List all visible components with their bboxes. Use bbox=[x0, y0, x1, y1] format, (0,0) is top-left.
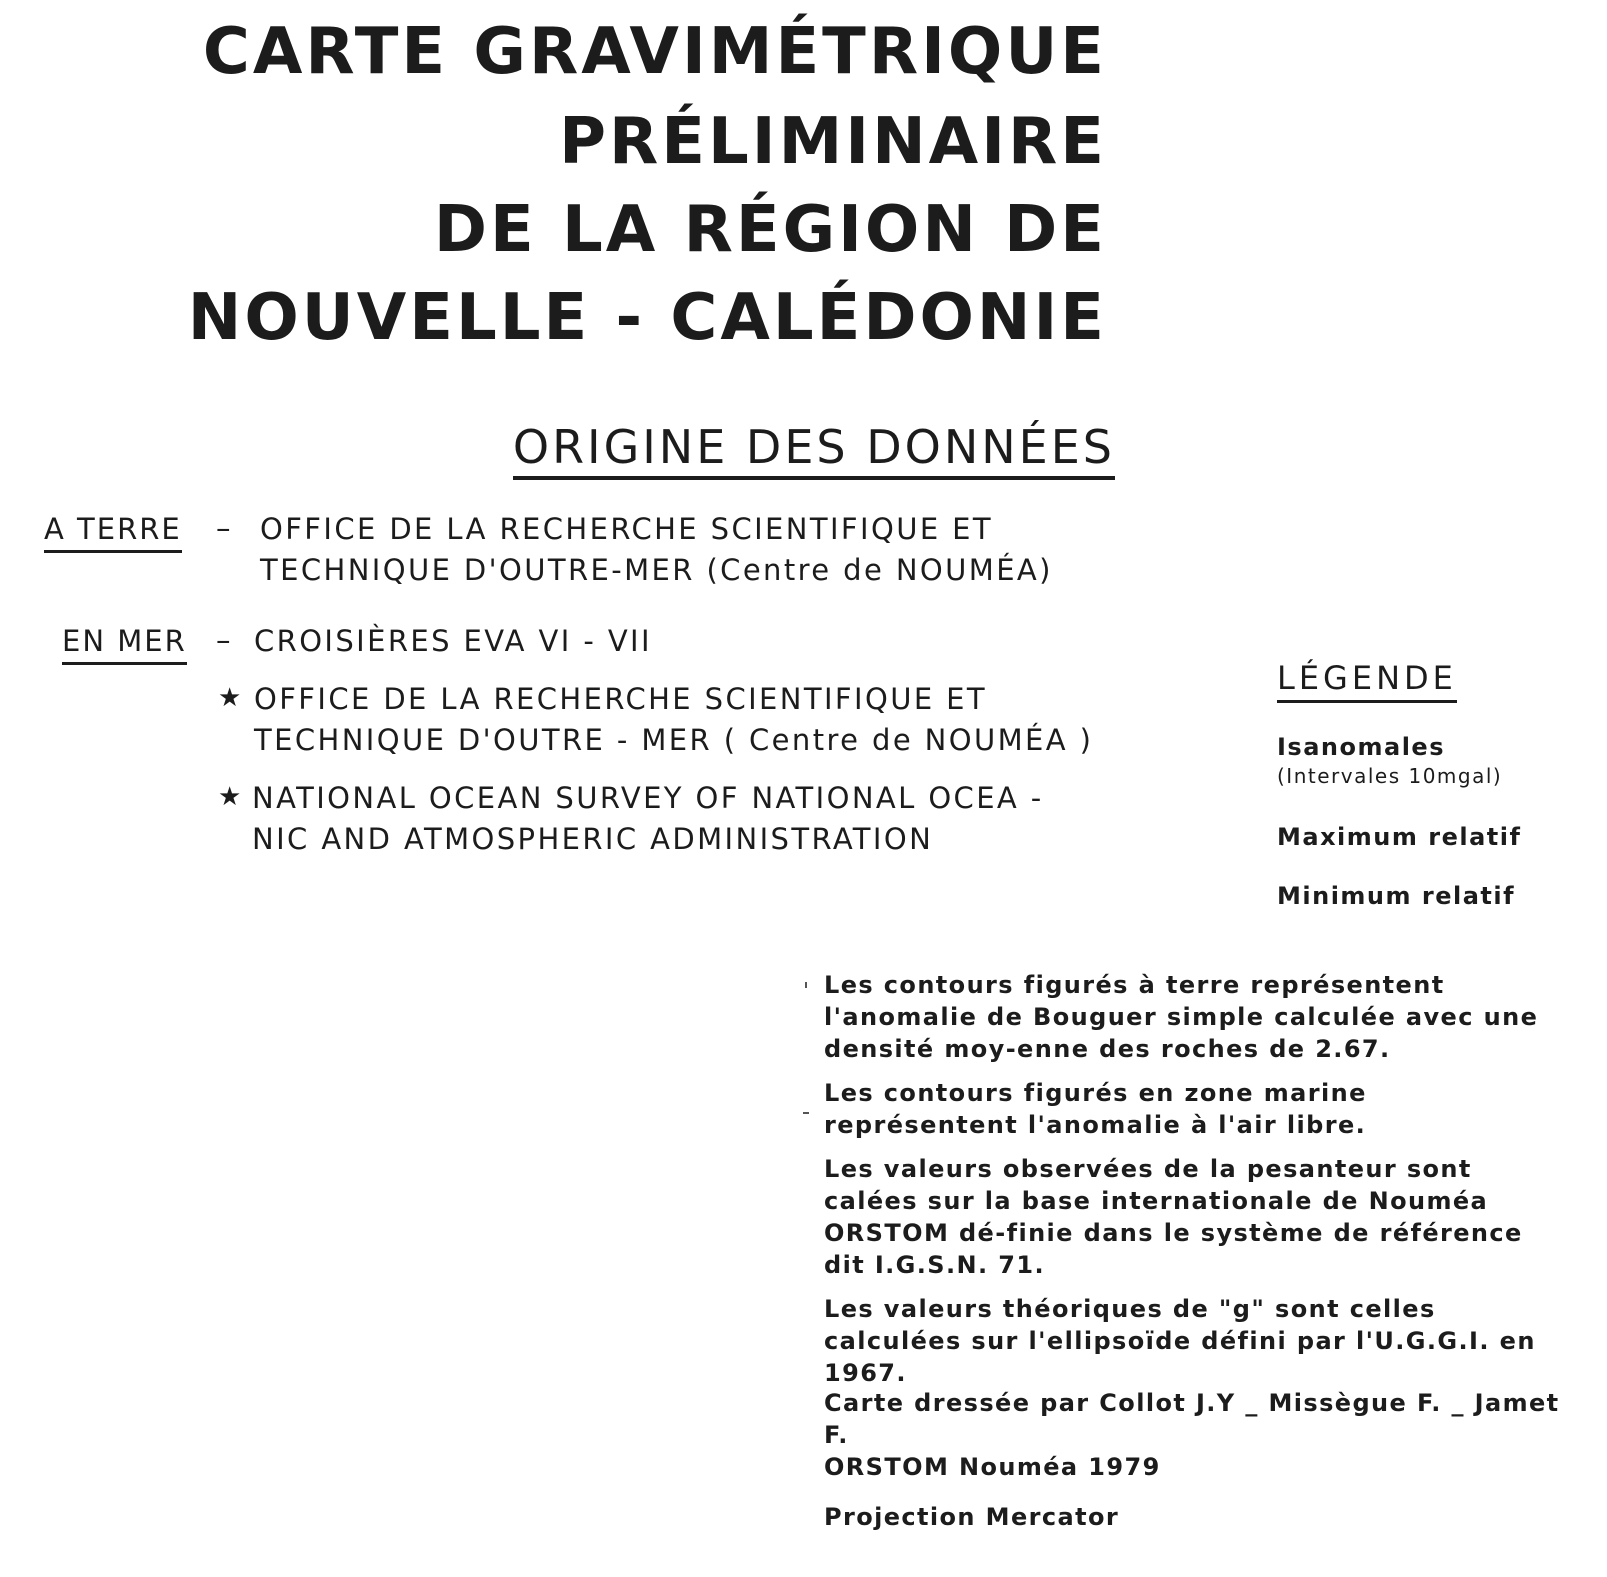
note-bouguer: Les contours figurés à terre représentent l'anomalie de Bouguer simple calculée avec une densité moy-enne des roches de 2.67. bbox=[824, 971, 1539, 1063]
note-air-libre: Les contours figurés en zone marine représentent l'anomalie à l'air libre. bbox=[824, 1079, 1367, 1139]
origine-heading: ORIGINE DES DONNÉES bbox=[513, 424, 1115, 480]
en-mer-item-1-line-2: TECHNIQUE D'OUTRE - MER ( Centre de NOUMÉA ) bbox=[254, 723, 1094, 757]
note-valeurs-theoriques: Les valeurs théoriques de "g" sont celles calculées sur l'ellipsoïde défini par l'U.G.G.I. en 1967. bbox=[824, 1295, 1536, 1387]
note-pesanteur: Les valeurs observées de la pesanteur sont calées sur la base internationale de Nouméa ORSTOM dé-finie dans le système de référence dit I.G.S.N. 71. bbox=[824, 1155, 1523, 1279]
legend-minimum: Minimum relatif bbox=[1277, 882, 1516, 910]
a-terre-label: A TERRE bbox=[44, 515, 182, 553]
credits-authors: Carte dressée par Collot J.Y _ Missègue F. _ Jamet F. bbox=[824, 1389, 1560, 1449]
map-title-line-4: NOUVELLE - CALÉDONIE bbox=[187, 281, 1107, 355]
map-title-line-2: PRÉLIMINAIRE bbox=[559, 105, 1107, 179]
a-terre-dash: – bbox=[216, 511, 231, 545]
legend-isanomales: Isanomales bbox=[1277, 733, 1445, 761]
legend-title: LÉGENDE bbox=[1277, 662, 1457, 703]
legend-intervales: (Intervales 10mgal) bbox=[1277, 764, 1503, 788]
en-mer-line: CROISIÈRES EVA VI - VII bbox=[254, 624, 652, 658]
note-tick bbox=[803, 1112, 809, 1114]
notes-block bbox=[824, 969, 1564, 1401]
credits-block bbox=[824, 1387, 1564, 1483]
en-mer-item-1-line-1: OFFICE DE LA RECHERCHE SCIENTIFIQUE ET bbox=[254, 682, 987, 716]
credits-orstom: ORSTOM Nouméa 1979 bbox=[824, 1453, 1161, 1481]
en-mer-item-2-line-2: NIC AND ATMOSPHERIC ADMINISTRATION bbox=[252, 822, 934, 856]
en-mer-dash: – bbox=[216, 623, 231, 657]
a-terre-line-1: OFFICE DE LA RECHERCHE SCIENTIFIQUE ET bbox=[260, 512, 993, 546]
map-title-line-1: CARTE GRAVIMÉTRIQUE bbox=[202, 15, 1107, 89]
en-mer-item-2-line-1: NATIONAL OCEAN SURVEY OF NATIONAL OCEA - bbox=[252, 781, 1044, 815]
star-icon: ★ bbox=[218, 782, 242, 812]
legend-maximum: Maximum relatif bbox=[1277, 823, 1522, 851]
note-tick bbox=[805, 982, 807, 988]
a-terre-line-2: TECHNIQUE D'OUTRE-MER (Centre de NOUMÉA) bbox=[260, 553, 1053, 587]
projection-label: Projection Mercator bbox=[824, 1503, 1120, 1531]
map-title-line-3: DE LA RÉGION DE bbox=[433, 193, 1107, 267]
star-icon: ★ bbox=[218, 683, 242, 713]
en-mer-label: EN MER bbox=[62, 627, 187, 665]
